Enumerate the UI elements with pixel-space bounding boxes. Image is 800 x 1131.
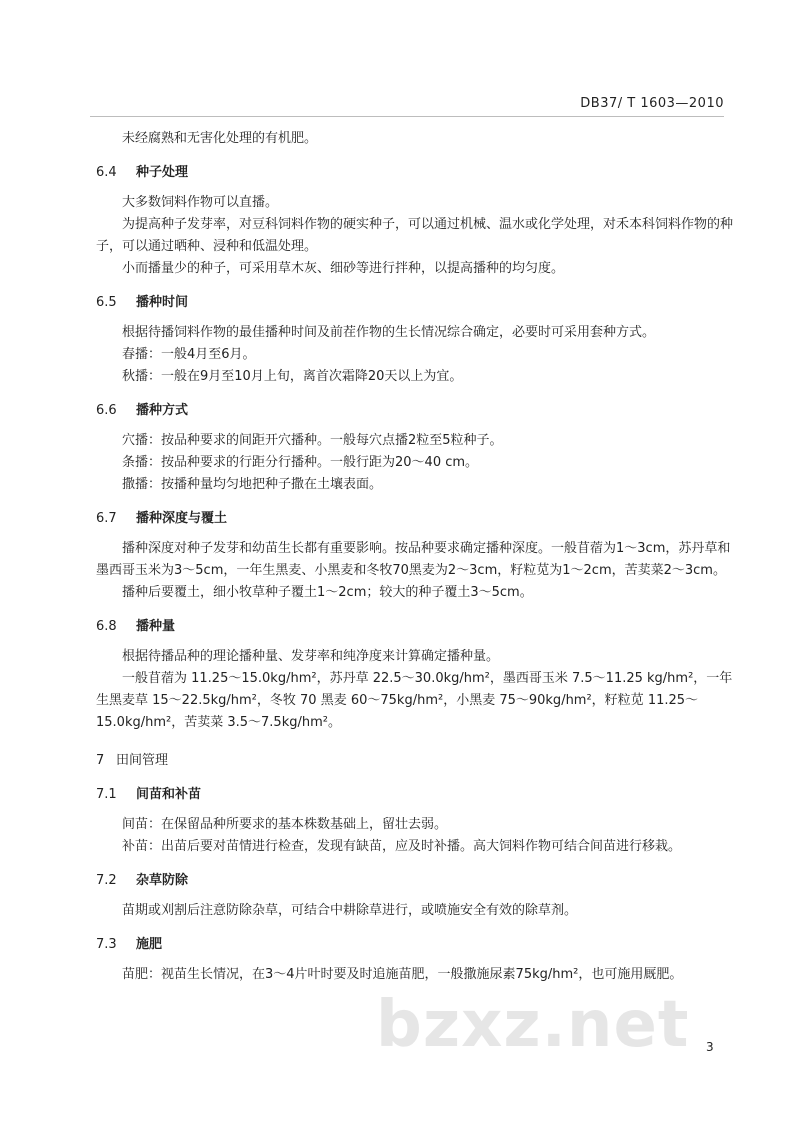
paragraph: 苗肥：视苗生长情况，在3～4片叶时要及时追施苗肥，一般撒施尿素75kg/hm²，也可施用厩肥。 xyxy=(122,967,683,982)
heading-number: 6.5 xyxy=(96,295,117,310)
paragraph: 穴播：按品种要求的间距开穴播种。一般每穴点播2粒至5粒种子。 xyxy=(122,433,503,448)
heading-number: 7 xyxy=(96,753,105,768)
heading-title: 间苗和补苗 xyxy=(136,787,202,802)
paragraph: 春播：一般4月至6月。 xyxy=(122,347,256,362)
heading-number: 7.2 xyxy=(96,873,117,888)
paragraph: 秋播：一般在9月至10月上旬，离首次霜降20天以上为宜。 xyxy=(122,369,463,384)
section-heading xyxy=(96,616,736,638)
paragraph: 大多数饲料作物可以直播。 xyxy=(122,195,279,210)
section-heading xyxy=(96,292,736,314)
document-body xyxy=(96,128,736,986)
paragraph: 播种深度对种子发芽和幼苗生长都有重要影响。按品种要求确定播种深度。一般苜蓿为1～3cm，苏丹草和墨西哥玉米为3～5cm，一年生黑麦、小黑麦和冬牧70黑麦为2～3cm，籽粒苋为1～2cm，苦荬菜2～3cm。 xyxy=(96,541,731,578)
heading-title: 播种深度与覆土 xyxy=(136,511,228,526)
chapter-heading xyxy=(96,750,736,772)
section-heading xyxy=(96,508,736,530)
paragraph: 条播：按品种要求的行距分行播种。一般行距为20～40 cm。 xyxy=(122,455,479,470)
paragraph: 为提高种子发芽率，对豆科饲料作物的硬实种子，可以通过机械、温水或化学处理，对禾本科饲料作物的种子，可以通过晒种、浸种和低温处理。 xyxy=(96,217,734,254)
watermark: bzxz.net xyxy=(376,988,690,1062)
section-heading xyxy=(96,162,736,184)
page-number: 3 xyxy=(706,1040,714,1054)
heading-title: 种子处理 xyxy=(136,165,189,180)
paragraph: 补苗：出苗后要对苗情进行检查，发现有缺苗，应及时补播。高大饲料作物可结合间苗进行移栽。 xyxy=(122,839,682,854)
heading-number: 7.1 xyxy=(96,787,117,802)
paragraph: 苗期或刈割后注意防除杂草，可结合中耕除草进行，或喷施安全有效的除草剂。 xyxy=(122,903,578,918)
paragraph: 根据待播品种的理论播种量、发芽率和纯净度来计算确定播种量。 xyxy=(122,649,500,664)
paragraph: 一般苜蓿为 11.25～15.0kg/hm²，苏丹草 22.5～30.0kg/hm²，墨西哥玉米 7.5～11.25 kg/hm²，一年生黑麦草 15～22.5kg/hm²，冬牧 70 黑麦 60～75kg/hm²，小黑麦 75～90kg/hm²，籽粒苋 11.25～15.0kg/hm²，苦荬菜 3.5～7.5kg/hm²。 xyxy=(96,671,733,730)
heading-title: 播种方式 xyxy=(136,403,189,418)
heading-title: 杂草防除 xyxy=(136,873,189,888)
section-heading xyxy=(96,400,736,422)
paragraph: 根据待播饲料作物的最佳播种时间及前茬作物的生长情况综合确定，必要时可采用套种方式。 xyxy=(122,325,656,340)
header-rule xyxy=(90,116,724,117)
paragraph: 撒播：按播种量均匀地把种子撒在土壤表面。 xyxy=(122,477,383,492)
heading-number: 7.3 xyxy=(96,937,117,952)
paragraph: 播种后要覆土，细小牧草种子覆土1～2cm；较大的种子覆土3～5cm。 xyxy=(122,585,533,600)
heading-title: 施肥 xyxy=(136,937,163,952)
heading-number: 6.8 xyxy=(96,619,117,634)
standard-code: DB37/ T 1603—2010 xyxy=(580,96,724,111)
heading-number: 6.6 xyxy=(96,403,117,418)
paragraph: 小而播量少的种子，可采用草木灰、细砂等进行拌种，以提高播种的均匀度。 xyxy=(122,261,565,276)
heading-title: 播种量 xyxy=(136,619,176,634)
paragraph: 间苗：在保留品种所要求的基本株数基础上，留壮去弱。 xyxy=(122,817,448,832)
section-heading xyxy=(96,934,736,956)
heading-title: 播种时间 xyxy=(136,295,189,310)
heading-title: 田间管理 xyxy=(116,753,169,768)
section-heading xyxy=(96,870,736,892)
paragraph: 未经腐熟和无害化处理的有机肥。 xyxy=(122,131,318,146)
section-heading xyxy=(96,784,736,806)
heading-number: 6.7 xyxy=(96,511,117,526)
heading-number: 6.4 xyxy=(96,165,117,180)
